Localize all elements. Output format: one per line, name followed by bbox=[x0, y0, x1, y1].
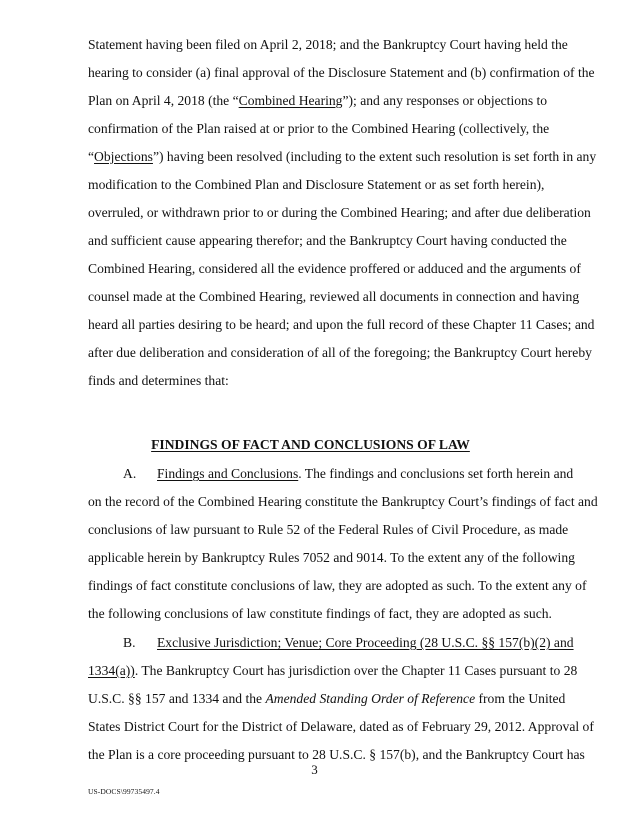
para-b-title: Exclusive Jurisdiction; Venue; Core Proceeding (28 U.S.C. §§ 157(b)(2) and bbox=[157, 635, 574, 650]
para-a-line-1-text: . The findings and conclusions set forth herein and bbox=[298, 466, 574, 481]
intro-line-9: Combined Hearing, considered all the evidence proffered or adduced and the arguments of bbox=[88, 261, 581, 276]
intro-line-4: confirmation of the Plan raised at or prior to the Combined Hearing (collectively, the bbox=[88, 121, 550, 136]
intro-line-12: after due deliberation and consideration of all of the foregoing; the Bankruptcy Court hereby bbox=[88, 345, 592, 360]
para-a-line-2: on the record of the Combined Hearing constitute the Bankruptcy Court’s findings of fact and bbox=[88, 494, 598, 509]
para-a-title: Findings and Conclusions bbox=[157, 466, 299, 481]
intro-line-2: hearing to consider (a) final approval of the Disclosure Statement and (b) confirmation of the bbox=[88, 65, 595, 80]
para-b-title-cont: 1334(a)) bbox=[88, 663, 135, 678]
intro-line-11: heard all parties desiring to be heard; and upon the full record of these Chapter 11 Cases; and bbox=[88, 317, 595, 332]
para-b-line-1 bbox=[88, 635, 574, 651]
para-a-line-4: applicable herein by Bankruptcy Rules 7052 and 9014. To the extent any of the following bbox=[88, 550, 575, 565]
para-b-line-3 bbox=[88, 691, 566, 707]
intro-line-7: overruled, or withdrawn prior to or during the Combined Hearing; and after due deliberation bbox=[88, 205, 591, 220]
para-b-line-4: States District Court for the District of Delaware, dated as of February 29, 2012. Approval of bbox=[88, 719, 594, 734]
intro-line-13: finds and determines that: bbox=[88, 373, 229, 388]
page-number: 3 bbox=[311, 762, 318, 777]
intro-line-6: modification to the Combined Plan and Disclosure Statement or as set forth herein), bbox=[88, 177, 545, 192]
intro-line-10: counsel made at the Combined Hearing, reviewed all documents in connection and having bbox=[88, 289, 580, 304]
para-a-line-6: the following conclusions of law constitute findings of fact, they are adopted as such. bbox=[88, 606, 552, 621]
intro-line-3-post: ”); and any responses or objections to bbox=[342, 93, 548, 108]
para-b-line-2-text: . The Bankruptcy Court has jurisdiction over the Chapter 11 Cases pursuant to 28 bbox=[134, 663, 578, 678]
para-b-letter: B. bbox=[123, 635, 136, 650]
para-b-line-5: the Plan is a core proceeding pursuant to 28 U.S.C. § 157(b), and the Bankruptcy Court has bbox=[88, 747, 585, 762]
para-b-line-3-pre: U.S.C. §§ 157 and 1334 and the bbox=[88, 691, 266, 706]
intro-line-3 bbox=[88, 93, 548, 109]
para-a-letter: A. bbox=[123, 466, 137, 481]
section-heading: FINDINGS OF FACT AND CONCLUSIONS OF LAW bbox=[151, 437, 470, 452]
para-a-line-3: conclusions of law pursuant to Rule 52 of the Federal Rules of Civil Procedure, as made bbox=[88, 522, 569, 537]
para-b-line-2 bbox=[88, 663, 578, 679]
para-b-line-3-post: from the United bbox=[475, 691, 566, 706]
intro-line-3-pre: Plan on April 4, 2018 (the “ bbox=[88, 93, 239, 108]
defined-term-combined-hearing: Combined Hearing bbox=[238, 93, 343, 108]
intro-line-5-post: ”) having been resolved (including to the extent such resolution is set forth in any bbox=[152, 149, 597, 164]
defined-term-objections: Objections bbox=[94, 149, 153, 164]
intro-line-5-pre: “ bbox=[88, 149, 95, 164]
para-a-line-1 bbox=[88, 466, 574, 482]
intro-line-8: and sufficient cause appearing therefor; and the Bankruptcy Court having conducted the bbox=[88, 233, 567, 248]
document-id: US-DOCS\99735497.4 bbox=[88, 787, 160, 796]
intro-line-1: Statement having been filed on April 2, 2018; and the Bankruptcy Court having held the bbox=[88, 37, 568, 52]
standing-order-title: Amended Standing Order of Reference bbox=[265, 691, 476, 706]
intro-line-5 bbox=[88, 149, 597, 165]
para-a-line-5: findings of fact constitute conclusions of law, they are adopted as such. To the extent any of bbox=[88, 578, 587, 593]
